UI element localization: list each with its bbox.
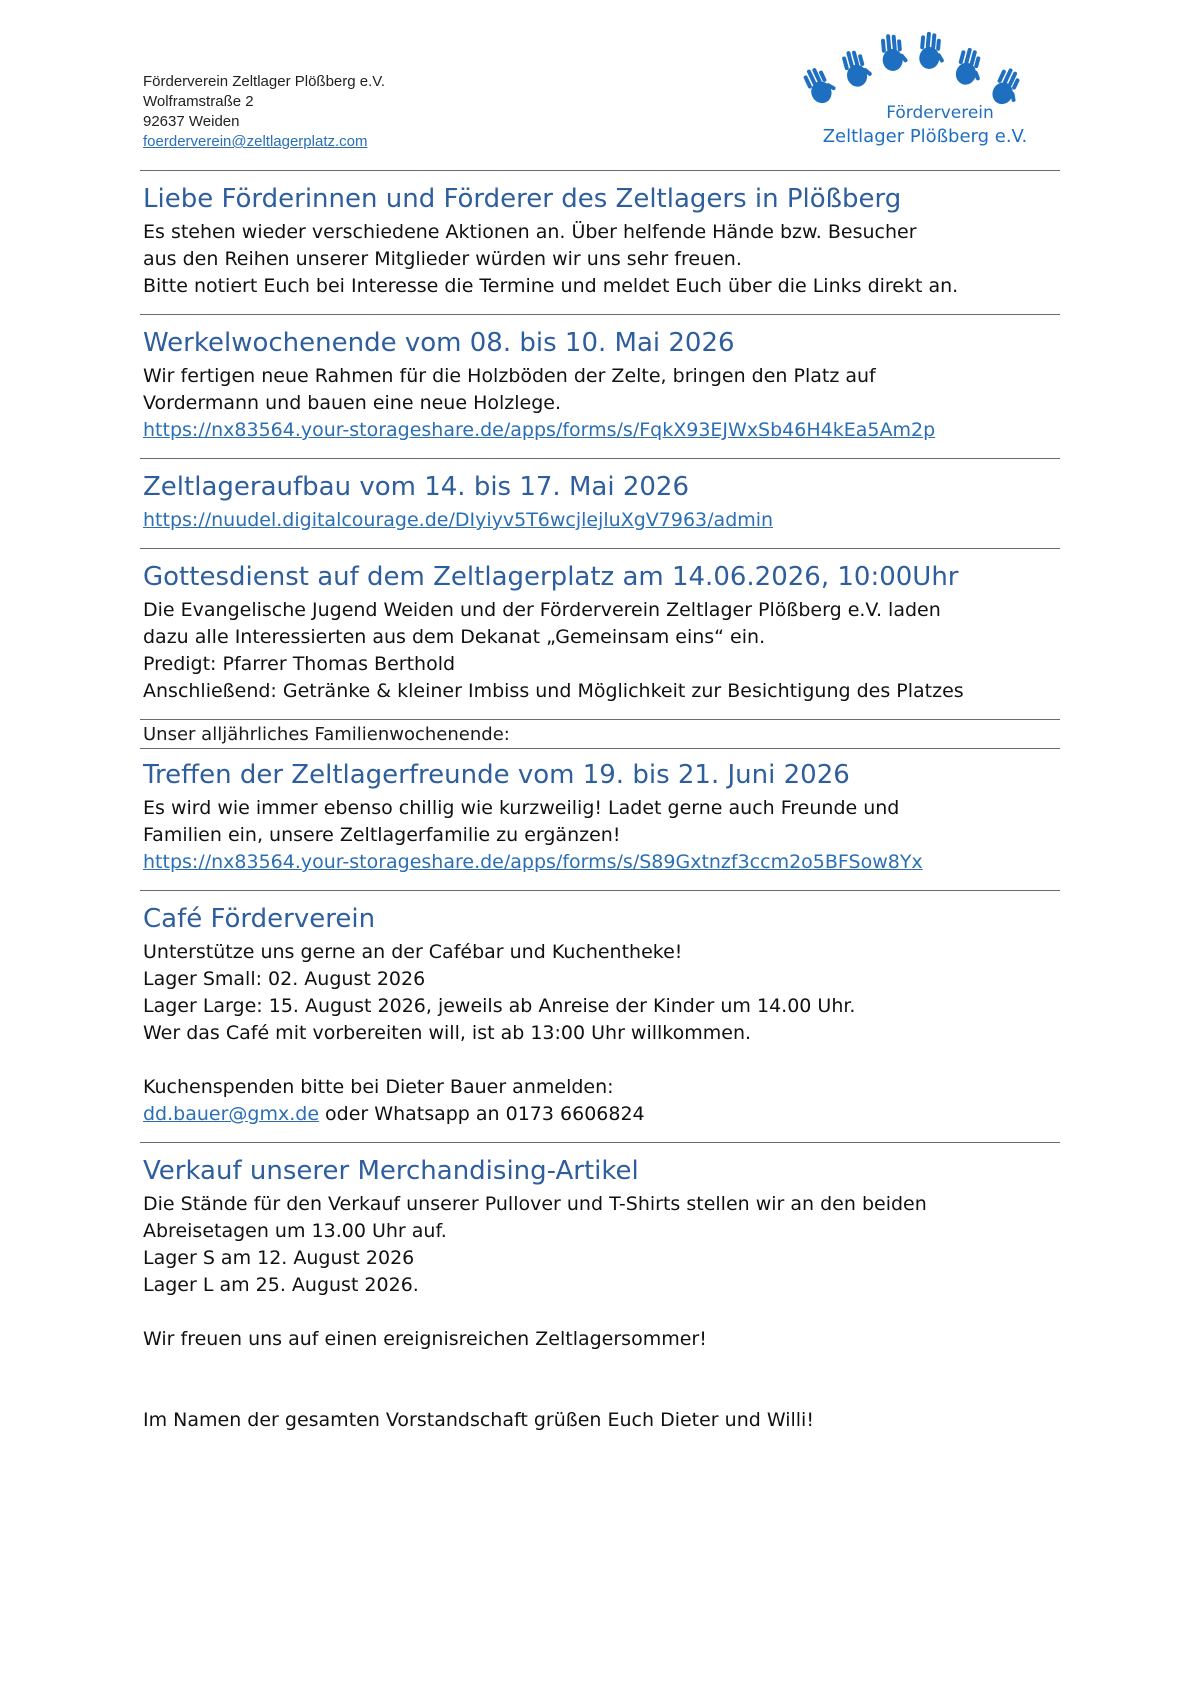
sender-email-link[interactable]: foerderverein@zeltlagerplatz.com (143, 133, 368, 150)
signature-text: Im Namen der gesamten Vorstandschaft grüßen Euch Dieter und Willi! (143, 1409, 814, 1431)
gottesdienst-section (140, 549, 1060, 719)
logo-line2: Zeltlager Plößberg e.V. (822, 126, 1028, 147)
intro-title: Liebe Förderinnen und Förderer des Zeltlagers in Plößberg (143, 184, 902, 214)
merch-title: Verkauf unserer Merchandising-Artikel (143, 1156, 639, 1186)
werkel-section (140, 315, 1060, 458)
logo (800, 30, 1050, 150)
cafe-section (140, 891, 1060, 1142)
sender-name: Förderverein Zeltlager Plößberg e.V. (143, 73, 386, 90)
handprints-logo-icon (800, 30, 1050, 150)
cafe-title: Café Förderverein (143, 904, 376, 934)
intro-line: aus den Reihen unserer Mitglieder würden wir uns sehr freuen. (143, 248, 742, 270)
merch-line: Lager L am 25. August 2026. (143, 1274, 419, 1296)
cafe-contact (143, 1101, 1060, 1128)
sender-address (143, 72, 385, 152)
gottesdienst-line: Predigt: Pfarrer Thomas Berthold (143, 653, 456, 675)
sender-city: 92637 Weiden (143, 113, 240, 130)
werkel-title: Werkelwochenende vom 08. bis 10. Mai 2026 (143, 328, 735, 358)
intro-line: Bitte notiert Euch bei Interesse die Termine und meldet Euch über die Links direkt an. (143, 275, 959, 297)
intro-line: Es stehen wieder verschiedene Aktionen an. Über helfende Hände bzw. Besucher (143, 221, 917, 243)
merch-line: Die Stände für den Verkauf unserer Pullover und T-Shirts stellen wir an den beiden (143, 1193, 927, 1215)
aufbau-title: Zeltlageraufbau vom 14. bis 17. Mai 2026 (143, 472, 689, 502)
closing-text: Wir freuen uns auf einen ereignisreichen Zeltlagersommer! (143, 1328, 707, 1350)
familie-label: Unser alljährliches Familienwochenende: (143, 724, 510, 745)
werkel-line: Vordermann und bauen eine neue Holzlege. (143, 392, 561, 414)
merch-line: Abreisetagen um 13.00 Uhr auf. (143, 1220, 447, 1242)
merch-line: Lager S am 12. August 2026 (143, 1247, 415, 1269)
familie-line: Es wird wie immer ebenso chillig wie kurzweilig! Ladet gerne auch Freunde und (143, 797, 900, 819)
familie-section (140, 749, 1060, 890)
werkel-line: Wir fertigen neue Rahmen für die Holzböden der Zelte, bringen den Platz auf (143, 365, 876, 387)
letter-content (140, 170, 1060, 1448)
gottesdienst-line: Anschließend: Getränke & kleiner Imbiss und Möglichkeit zur Besichtigung des Platzes (143, 680, 964, 702)
aufbau-section (140, 459, 1060, 548)
cafe-spenden: Kuchenspenden bitte bei Dieter Bauer anmelden: (143, 1076, 614, 1098)
aufbau-poll-link[interactable]: https://nuudel.digitalcourage.de/DIyiyv5T6wcjlejluXgV7963/admin (143, 509, 774, 531)
cafe-email-link[interactable]: dd.bauer@gmx.de (143, 1103, 320, 1125)
gottesdienst-title: Gottesdienst auf dem Zeltlagerplatz am 14.06.2026, 10:00Uhr (143, 562, 959, 592)
familie-title: Treffen der Zeltlagerfreunde vom 19. bis 21. Juni 2026 (143, 760, 850, 790)
cafe-line: Lager Large: 15. August 2026, jeweils ab Anreise der Kinder um 14.00 Uhr. (143, 995, 856, 1017)
sender-street: Wolframstraße 2 (143, 93, 254, 110)
cafe-whatsapp: oder Whatsapp an 0173 6606824 (319, 1103, 645, 1125)
intro-section (140, 171, 1060, 314)
cafe-line: Wer das Café mit vorbereiten will, ist ab 13:00 Uhr willkommen. (143, 1022, 752, 1044)
cafe-line: Unterstütze uns gerne an der Cafébar und Kuchentheke! (143, 941, 683, 963)
gottesdienst-line: Die Evangelische Jugend Weiden und der Förderverein Zeltlager Plößberg e.V. laden (143, 599, 941, 621)
familie-form-link[interactable]: https://nx83564.your-storageshare.de/apps/forms/s/S89Gxtnzf3ccm2o5BFSow8Yx (143, 851, 923, 873)
cafe-line: Lager Small: 02. August 2026 (143, 968, 426, 990)
werkel-form-link[interactable]: https://nx83564.your-storageshare.de/apps/forms/s/FqkX93EJWxSb46H4kEa5Am2p (143, 419, 936, 441)
familie-line: Familien ein, unsere Zeltlagerfamilie zu ergänzen! (143, 824, 621, 846)
logo-line1: Förderverein (886, 103, 994, 123)
gottesdienst-line: dazu alle Interessierten aus dem Dekanat „Gemeinsam eins“ ein. (143, 626, 766, 648)
divider (140, 719, 1060, 720)
merch-section (140, 1143, 1060, 1448)
